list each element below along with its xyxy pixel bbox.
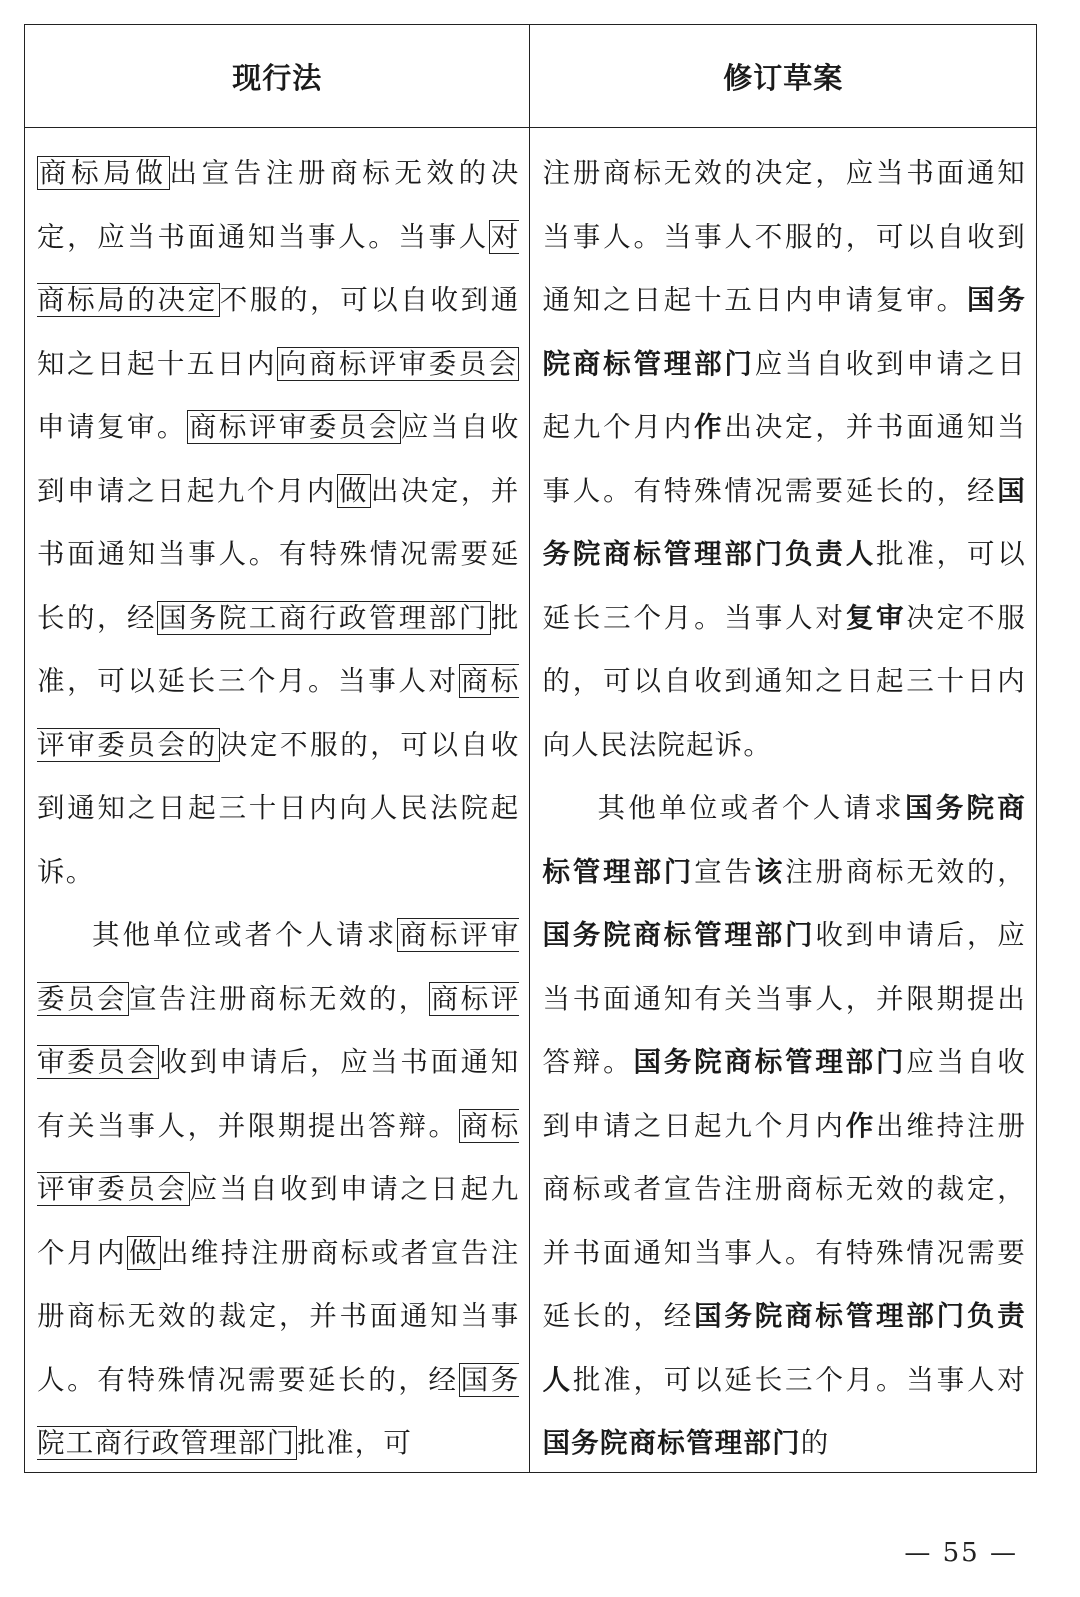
current-law-cell — [25, 128, 530, 1473]
boxed-deleted-text: 商标评审委员会的 — [37, 665, 520, 761]
bold-revised-text: 复审 — [845, 601, 907, 634]
boxed-deleted-text: 做 — [338, 474, 369, 507]
text-run: 批准，可以延长三个月。当事人对 — [37, 601, 520, 697]
revised-draft-text — [530, 128, 1036, 1472]
revised-draft-cell — [530, 128, 1037, 1473]
bold-revised-text: 国务院商标管理部门负责人 — [542, 474, 1026, 570]
text-run: 的 — [800, 1427, 830, 1459]
bold-revised-text: 国务院商标管理部门 — [542, 284, 1026, 380]
text-run: 收到申请后，应当书面通知有关当事人，并限期提出答辩。 — [542, 919, 1026, 1078]
current-law-paragraph-2 — [37, 904, 519, 1472]
text-run: 决定不服的，可以自收到通知之日起三十日内向人民法院起诉。 — [37, 728, 520, 888]
text-run: 宣告 — [694, 855, 755, 888]
text-run: 应当自收到申请之日起九个月内 — [37, 411, 520, 507]
current-law-text — [25, 128, 529, 1472]
boxed-deleted-text: 商标评审委员会 — [37, 982, 520, 1078]
text-run: 应当自收到申请之日起九个月内 — [37, 1173, 520, 1269]
text-run: 宣告注册商标无效的， — [128, 982, 429, 1015]
bold-revised-text: 国务院商标管理部门 — [542, 1427, 801, 1459]
header-revised-draft: 修订草案 — [530, 25, 1037, 128]
header-row — [25, 25, 1037, 128]
boxed-deleted-text: 国务院工商行政管理部门 — [158, 601, 489, 634]
boxed-deleted-text: 商标评审委员会 — [37, 919, 520, 1015]
bold-revised-text: 作 — [845, 1109, 877, 1142]
text-run: 不服的，可以自收到通知之日起十五日内 — [37, 284, 520, 380]
comparison-table — [24, 24, 1037, 1473]
boxed-deleted-text: 商标局做 — [39, 157, 168, 189]
text-run: 申请复审。 — [37, 411, 187, 443]
text-run: 批准，可以延长三个月。当事人对 — [572, 1363, 1027, 1396]
bold-revised-text: 国务院商标管理部门 — [542, 919, 816, 951]
text-run: 注册商标无效的决定，应当书面通知当事人。当事人不服的，可以自收到通知之日起十五日内申请复审。 — [542, 157, 1026, 316]
text-run: 决定不服的，可以自收到通知之日起三十日内向人民法院起诉。 — [542, 601, 1026, 761]
current-law-paragraph-1 — [37, 142, 519, 904]
page-number: — 55 — — [904, 1538, 1018, 1568]
bold-revised-text: 作 — [694, 411, 725, 443]
body-row — [25, 128, 1037, 1473]
bold-revised-text: 该 — [754, 855, 786, 888]
text-run: 出宣告注册商标无效的决定，应当书面通知当事人。当事人 — [37, 157, 520, 253]
text-run: 出维持注册商标或者宣告注册商标无效的裁定，并书面通知当事人。有特殊情况需要延长的，经 — [542, 1109, 1027, 1332]
text-run: 注册商标无效的， — [785, 855, 1027, 888]
boxed-deleted-text: 商标评审委员会 — [188, 411, 399, 443]
revised-draft-paragraph-2 — [542, 777, 1026, 1472]
text-run: 批准，可以延长三个月。当事人对 — [542, 538, 1026, 634]
text-run: 其他单位或者个人请求 — [92, 919, 398, 951]
text-run: 出决定，并书面通知当事人。有特殊情况需要延长的，经 — [37, 474, 520, 634]
text-run: 应当自收到申请之日起九个月内 — [542, 347, 1026, 443]
text-run: 出维持注册商标或者宣告注册商标无效的裁定，并书面通知当事人。有特殊情况需要延长的，经 — [37, 1236, 520, 1396]
boxed-deleted-text: 国务院工商行政管理部门 — [37, 1363, 520, 1459]
text-run: 批准，可 — [297, 1427, 413, 1459]
boxed-deleted-text: 向商标评审委员会 — [278, 347, 518, 380]
text-run: 收到申请后，应当书面通知有关当事人，并限期提出答辩。 — [37, 1046, 520, 1142]
text-run: 应当自收到申请之日起九个月内 — [542, 1046, 1026, 1142]
boxed-deleted-text: 对商标局的决定 — [37, 220, 520, 316]
boxed-deleted-text: 商标评审委员会 — [37, 1109, 520, 1205]
text-run: 出决定，并书面通知当事人。有特殊情况需要延长的，经 — [542, 411, 1027, 507]
text-run: 其他单位或者个人请求 — [597, 792, 906, 824]
revised-draft-paragraph-1 — [542, 142, 1026, 777]
bold-revised-text: 国务院商标管理部门 — [633, 1046, 907, 1078]
boxed-deleted-text: 做 — [128, 1236, 159, 1269]
bold-revised-text: 国务院商标管理部门负责人 — [542, 1300, 1027, 1396]
bold-revised-text: 国务院商标管理部门 — [542, 792, 1026, 888]
header-current-law: 现行法 — [25, 25, 530, 128]
